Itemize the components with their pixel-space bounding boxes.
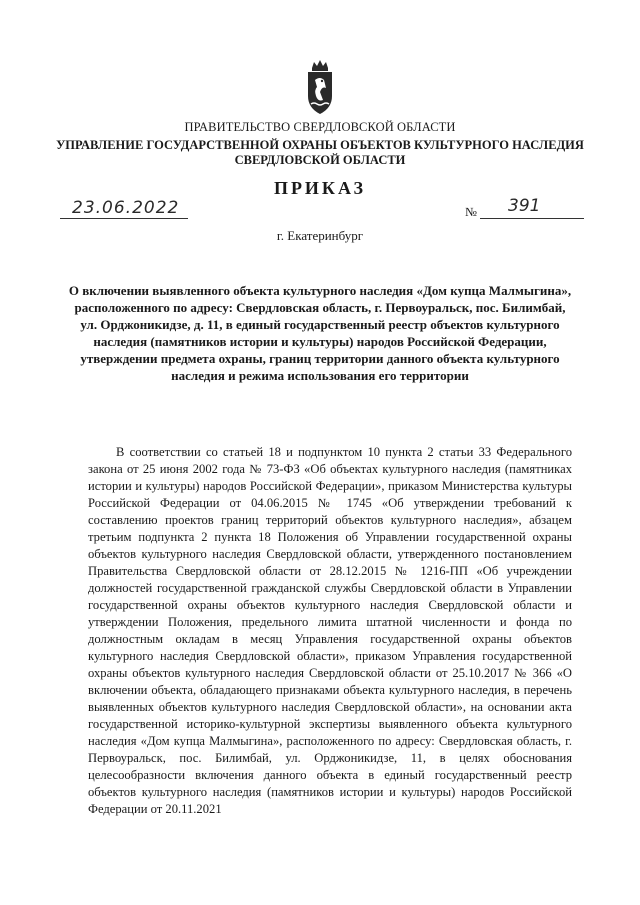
government-name: ПРАВИТЕЛЬСТВО СВЕРДЛОВСКОЙ ОБЛАСТИ xyxy=(184,120,456,134)
document-number: 391 xyxy=(508,196,541,216)
city: г. Екатеринбург xyxy=(276,228,364,243)
date-underline xyxy=(60,218,188,219)
order-body: В соответствии со статьей 18 и подпунктом 10 пункта 2 статьи 33 Федерального закона от 25 июня 2002 года № 73-ФЗ «Об объектах культурного наследия (памятниках истории и культуры) народов Российской Федерации», приказом Министерства культуры Российской Федерации от 04.06.2015 № 1745 «Об утверждении требований к составлению проектов границ территорий объектов культурного наследия», абзацем третьим подпункта 2 пункта 18 Положения об Управлении государственной охраны объектов культурного наследия Свердловской области, утвержденного постановлением Правительства Свердловской области от 28.12.2015 № 1216-ПП «Об учреждении должностей государственной гражданской службы Свердловской области в Управлении государственной охраны объектов культурного наследия Свердловской области и утверждении Положения, предельного лимита штатной численности и фонда по должностным окладам в месяц Управления государственной охраны объектов культурного наследия Свердловской области», приказом Управления государственной охраны объектов культурного наследия Свердловской области от 25.10.2017 № 366 «О включении объекта, обладающего признаками объекта культурного наследия, в перечень выявленных объектов культурного наследия Свердловской области», на основании акта государственной историко-культурной экспертизы выявленного объекта культурного наследия «Дом купца Малмыгина», расположенного по адресу: Свердловская область, г. Первоуральск, пос. Билимбай, ул. Орджоникидзе, 11, в целях обоснования целесообразности включения данного объекта в единый государственный реестр объектов культурного наследия (памятников истории и культуры) народов Российской Федерации от 20.11.2021 xyxy=(88,445,572,816)
department-line-1: УПРАВЛЕНИЕ ГОСУДАРСТВЕННОЙ ОХРАНЫ ОБЪЕКТОВ КУЛЬТУРНОГО НАСЛЕДИЯ xyxy=(56,138,584,152)
number-underline xyxy=(480,218,584,219)
order-title: О включении выявленного объекта культурного наследия «Дом купца Малмыгина», расположенного по адресу: Свердловская область, г. Первоуральск, пос. Билимбай, ул. Орджоникидзе, д. 11, в единый государственный реестр объектов культурного наследия (памятников истории и культуры) народов Российской Федерации, утверждении предмета охраны, границ территории данного объекта культурного наследия и режима использования его территории xyxy=(68,283,572,383)
department-name xyxy=(0,138,640,168)
department-line-2: СВЕРДЛОВСКОЙ ОБЛАСТИ xyxy=(234,153,406,167)
document-date: 23.06.2022 xyxy=(72,198,180,218)
number-label: № xyxy=(465,205,477,219)
coat-of-arms-icon xyxy=(304,60,336,118)
document-type: ПРИКАЗ xyxy=(273,178,367,198)
